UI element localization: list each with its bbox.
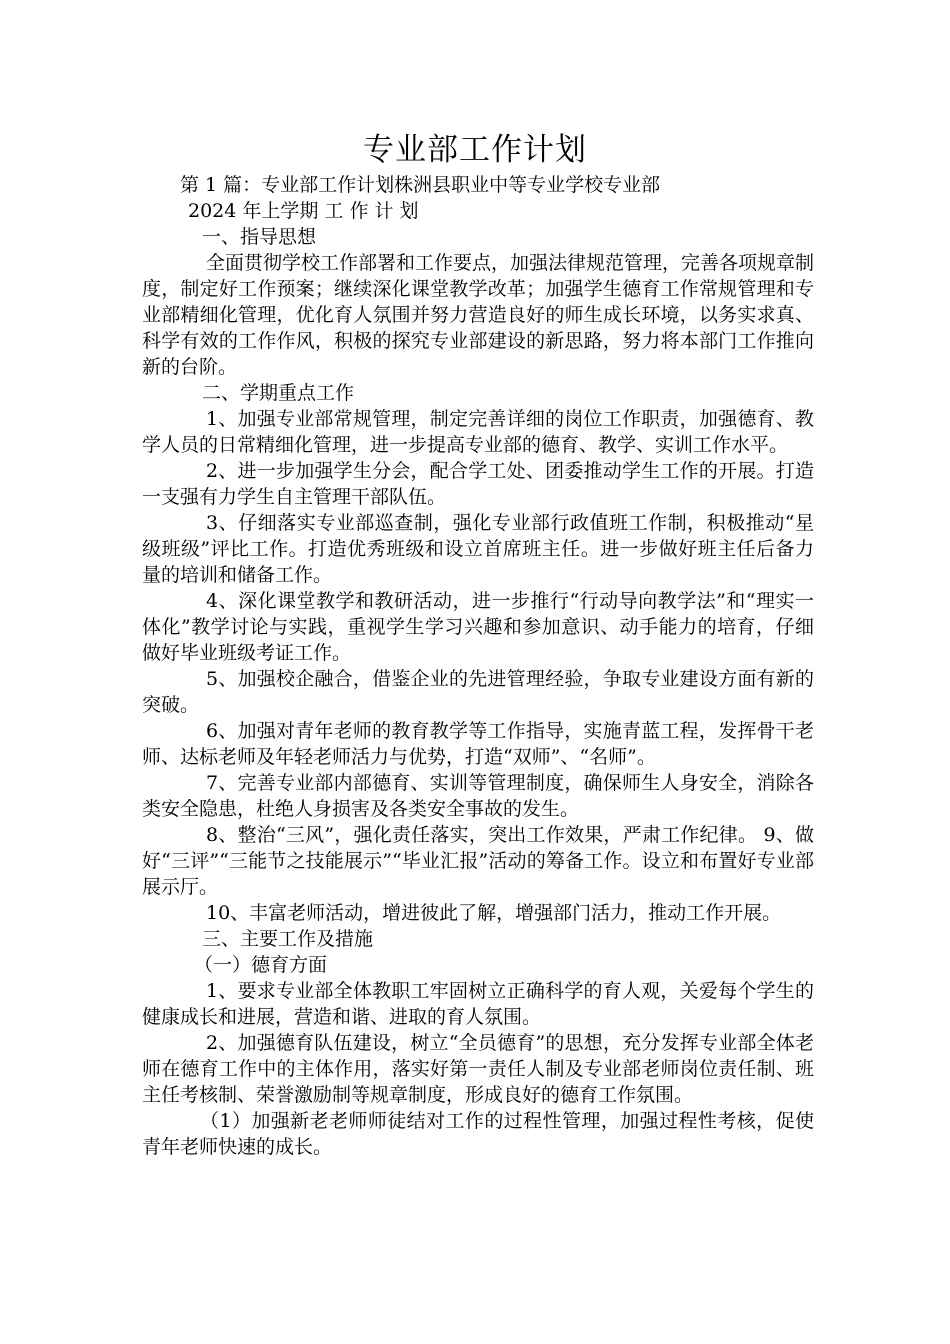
list-item: 10、丰富老师活动，增进彼此了解，增强部门活力，推动工作开展。 [206, 902, 782, 924]
section-heading: 二、学期重点工作 [202, 382, 355, 404]
article-heading: 第 1 篇：专业部工作计划株洲县职业中等专业学校专业部 [180, 174, 661, 196]
plan-subtitle: 2024 年上学期 工 作 计 划 [188, 200, 419, 222]
list-item: 1、要求专业部全体教职工牢固树立正确科学的育人观，关爱每个学生的健康成长和进展，营造和谐、进取的育人氛围。 [142, 980, 814, 1028]
paragraph: 全面贯彻学校工作部署和工作要点，加强法律规范管理，完善各项规章制度，制定好工作预案；继续深化课堂教学改革；加强学生德育工作常规管理和专业部精细化管理，优化育人氛围并努力营造良好的师生成长环境，以务实求真、科学有效的工作作风，积极的探究专业部建设的新思路，努力将本部门工作推向新的台阶。 [142, 252, 815, 378]
list-item: 6、加强对青年老师的教育教学等工作指导，实施青蓝工程，发挥骨干老师、达标老师及年轻老师活力与优势，打造“双师”、“名师”。 [142, 720, 814, 768]
subsection-heading: （一）德育方面 [194, 954, 328, 976]
document-body [142, 172, 814, 1160]
list-item: 2、加强德育队伍建设，树立“全员德育”的思想，充分发挥专业部全体老师在德育工作中的主体作用，落实好第一责任人制及专业部老师岗位责任制、班主任考核制、荣誉激励制等规章制度，形成良好的德育工作氛围。 [142, 1032, 814, 1106]
list-item: 8、整治“三风”，强化责任落实，突出工作效果，严肃工作纪律。 9、做好“三评”“三能节之技能展示”“毕业汇报”活动的筹备工作。设立和布置好专业部展示厅。 [142, 824, 814, 898]
list-item: （1）加强新老老师师徒结对工作的过程性管理，加强过程性考核，促使青年老师快速的成长。 [142, 1110, 814, 1158]
list-item: 1、加强专业部常规管理，制定完善详细的岗位工作职责，加强德育、教学人员的日常精细化管理，进一步提高专业部的德育、教学、实训工作水平。 [142, 408, 814, 456]
list-item: 5、加强校企融合，借鉴企业的先进管理经验，争取专业建设方面有新的突破。 [142, 668, 814, 716]
list-item: 4、深化课堂教学和教研活动，进一步推行“行动导向教学法”和“理实一体化”教学讨论与实践，重视学生学习兴趣和参加意识、动手能力的培育，仔细做好毕业班级考证工作。 [142, 590, 814, 664]
list-item: 3、仔细落实专业部巡查制，强化专业部行政值班工作制，积极推动“星级班级”评比工作。打造优秀班级和设立首席班主任。进一步做好班主任后备力量的培训和储备工作。 [142, 512, 814, 586]
section-heading: 三、主要工作及措施 [202, 928, 374, 950]
list-item: 2、进一步加强学生分会，配合学工处、团委推动学生工作的开展。打造一支强有力学生自主管理干部队伍。 [142, 460, 814, 508]
section-heading: 一、指导思想 [202, 226, 317, 248]
list-item: 7、完善专业部内部德育、实训等管理制度，确保师生人身安全，消除各类安全隐患，杜绝人身损害及各类安全事故的发生。 [142, 772, 814, 820]
document-title: 专业部工作计划 [363, 132, 587, 168]
